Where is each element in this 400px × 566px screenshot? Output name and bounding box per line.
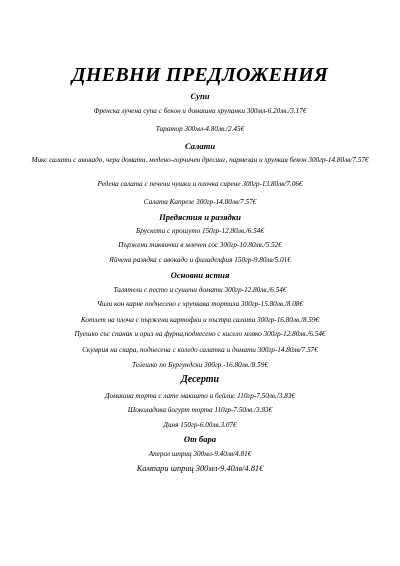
menu-item: Кампари шприц 300мл-9.40лв/4.81€ [136,464,264,473]
menu-item: Котлет на плоча с пържени картофки и пъстра салата 300гр-16.80лв./8.59€ [80,316,320,324]
section-heading-soups: Супи [190,91,210,101]
menu-item: Скумрия на скара, поднесена с коледо салатка и домати 300гр-14.80лв/7.57€ [82,346,318,354]
section-heading-salads: Салати [184,141,216,151]
menu-item: Пържени тиквички в млечен сос 300гр-10.80лв./5.52€ [118,241,282,249]
menu-item: Талятели с песто и сушени домати 300гр-12.80лв./6.54€ [113,286,287,294]
menu-item: Чили кон карне поднесено с хрупкава тортила 300гр-15.80лв./8.08€ [96,300,303,308]
section-heading-desserts: Десерти [180,374,220,385]
menu-item: Микс салати с авокадо, чери домати, медено-горчичен дресинг, пармезан и хрупкав бекон 300гр-14.80лв/7.57€ [31,156,369,164]
page-title: ДНЕВНИ ПРЕДЛОЖЕНИЯ [71,64,329,86]
menu-item: Телешко по Бургундски 300гр.-16.80лв./8.59€ [132,361,268,369]
menu-item: Таратор 300мл-4.80лв./2.45€ [155,125,245,133]
menu-item: Диня 150гр-6.00лв.3.07€ [163,421,237,429]
menu-item: Френска лучена супа с бекон и домашни хрупанки 300мл-6.20лв./3.17€ [93,107,307,115]
menu-item: Брускети с прошуто 150гр-12.80лв./6.54€ [136,227,264,235]
menu-item: Аперол шприц 300мл-9.40лв/4.81€ [148,450,252,458]
menu-item: Салата Капрезе 300гр-14.80лв/7.57€ [143,198,257,206]
menu-item: Пуешко със спанак и ориз на фурна,поднесено с кисело мляко 300гр-12.80лв./6.54€ [74,330,326,338]
menu-item: Шоколадова йогурт торта 110гр-7.50лв./3.83€ [127,406,273,414]
section-heading-bar: От бара [183,434,217,444]
menu-item: Редена салата с печени чушки и плочка сирене 300гр-13.80лв/7.06€ [97,180,303,188]
menu-item: Домашна торта с лате макиато и бейлис 110гр-7.50лв./3.83€ [104,392,296,400]
section-heading-starters: Предястия и разядки [159,212,241,222]
section-heading-main-dishes: Основни ястия [170,270,230,280]
menu-item: Яйчена разядка с авокадо и филаделфия 150гр-9.80лв/5.01€ [109,256,291,264]
